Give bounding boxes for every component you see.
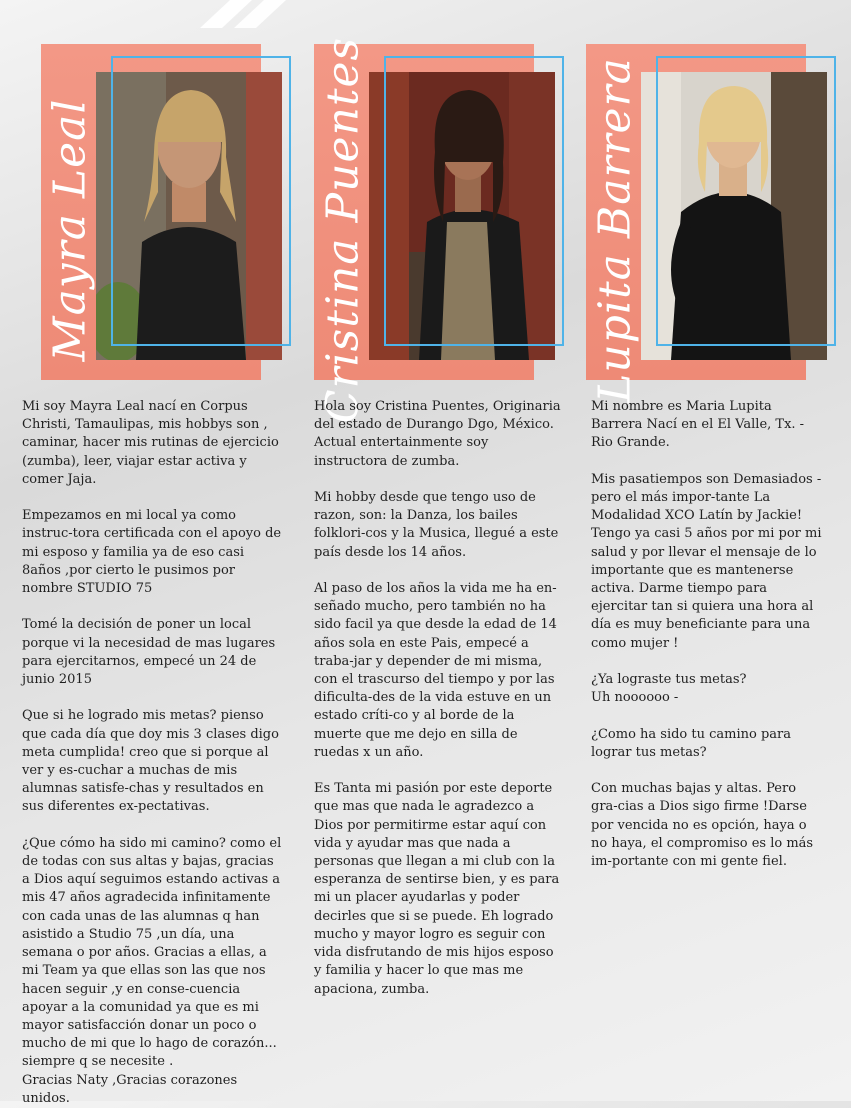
- decorative-stripes: [200, 0, 310, 28]
- bio-text-mayra: Mi soy Mayra Leal nací en Corpus Christi, Tamaulipas, mis hobbys son , caminar, hacer mis rutinas de ejercicio (zumba), leer, viajar estar activa y comer Jaja. Empezamos en mi local ya como instruc-tora certificada con el apoyo de mi esposo y familia ya de eso casi 8años ,por cierto le pusimos por nombre STUDIO 75 Tomé la decisión de poner un local porque vi la necesidad de mas lugares para ejercitarnos, empecé un 24 de junio 2015 Que si he logrado mis metas? pienso que cada día que doy mis 3 clases digo meta cumplida! creo que si porque al ver y es-cuchar a muchas de mis alumnas satisfe-chas y resultados en sus diferentes ex-pectativas. ¿Que cómo ha sido mi camino? como el de todas con sus altas y bajas, gracias a Dios aquí seguimos estando activas a mis 47 años agradecida infinitamente con cada unas de las alumnas q han asistido a Studio 75 ,un día, una semana o por años. Gracias a ellas, a mi Team ya que ellas son las que nos hacen seguir ,y en conse-cuencia apoyar a la comunidad ya que es mi mayor satisfacción donar un poco o mucho de mi que lo hago de corazón... siempre q se necesite . Gracias Naty ,Gracias corazones unidos.: [22, 399, 282, 1106]
- bio-text-lupita: Mi nombre es Maria Lupita Barrera Nací en el El Valle, Tx. - Rio Grande. Mis pasatiempos son Demasiados - pero el más impor-tante La Modalidad XCO Latín by Jackie! Tengo ya casi 5 años por mi por mi salud y por llevar el mensaje de lo importante que es mantenerse activa. Darme tiempo para ejercitar tan si quiera una hora al día es muy beneficiante para una como mujer ! ¿Ya lograste tus metas? Uh noooooo - ¿Como ha sido tu camino para lograr tus metas? Con muchas bajas y altas. Pero gra-cias a Dios sigo firme !Darse por vencida no es opción, haya o no haya, el compromiso es lo más im-portante con mi gente fiel.: [591, 399, 822, 870]
- name-script: [314, 36, 372, 424]
- profile-name: Mayra Leal: [44, 98, 96, 362]
- bio-text-cristina: Hola soy Cristina Puentes, Originaria del estado de Durango Dgo, México. Actual entertainmente soy instructora de zumba. Mi hobby desde que tengo uso de razon, son: la Danza, los bailes folklori-cos y la Musica, llegué a este país desde los 14 años. Al paso de los años la vida me ha en-señado mucho, pero también no ha sido facil ya que desde la edad de 14 años sola en este Pais, empecé a traba-jar y depender de mi misma, con el trascurso del tiempo y por las dificulta-des de la vida estuve en un estado críti-co y al borde de la muerte que me dejo en silla de ruedas x un año. Es Tanta mi pasión por este deporte que mas que nada le agradezco a Dios por permitirme estar aquí con vida y ayudar mas que nada a personas que llegan a mi club con la esperanza de sentirse bien, y es para mi un placer ayudarlas y poder decirles que si se puede. Eh logrado mucho y mayor logro es seguir con vida disfrutando de mis hijos esposo y familia y hacer lo que mas me apaciona, zumba.: [314, 399, 561, 997]
- blue-frame: [656, 56, 836, 346]
- blue-frame: [384, 56, 564, 346]
- profile-name: Lupita Barrera: [589, 57, 641, 403]
- blue-frame: [111, 56, 291, 346]
- profile-name: Cristina Puentes: [317, 36, 369, 424]
- name-script: [586, 57, 644, 403]
- name-script: [41, 80, 99, 380]
